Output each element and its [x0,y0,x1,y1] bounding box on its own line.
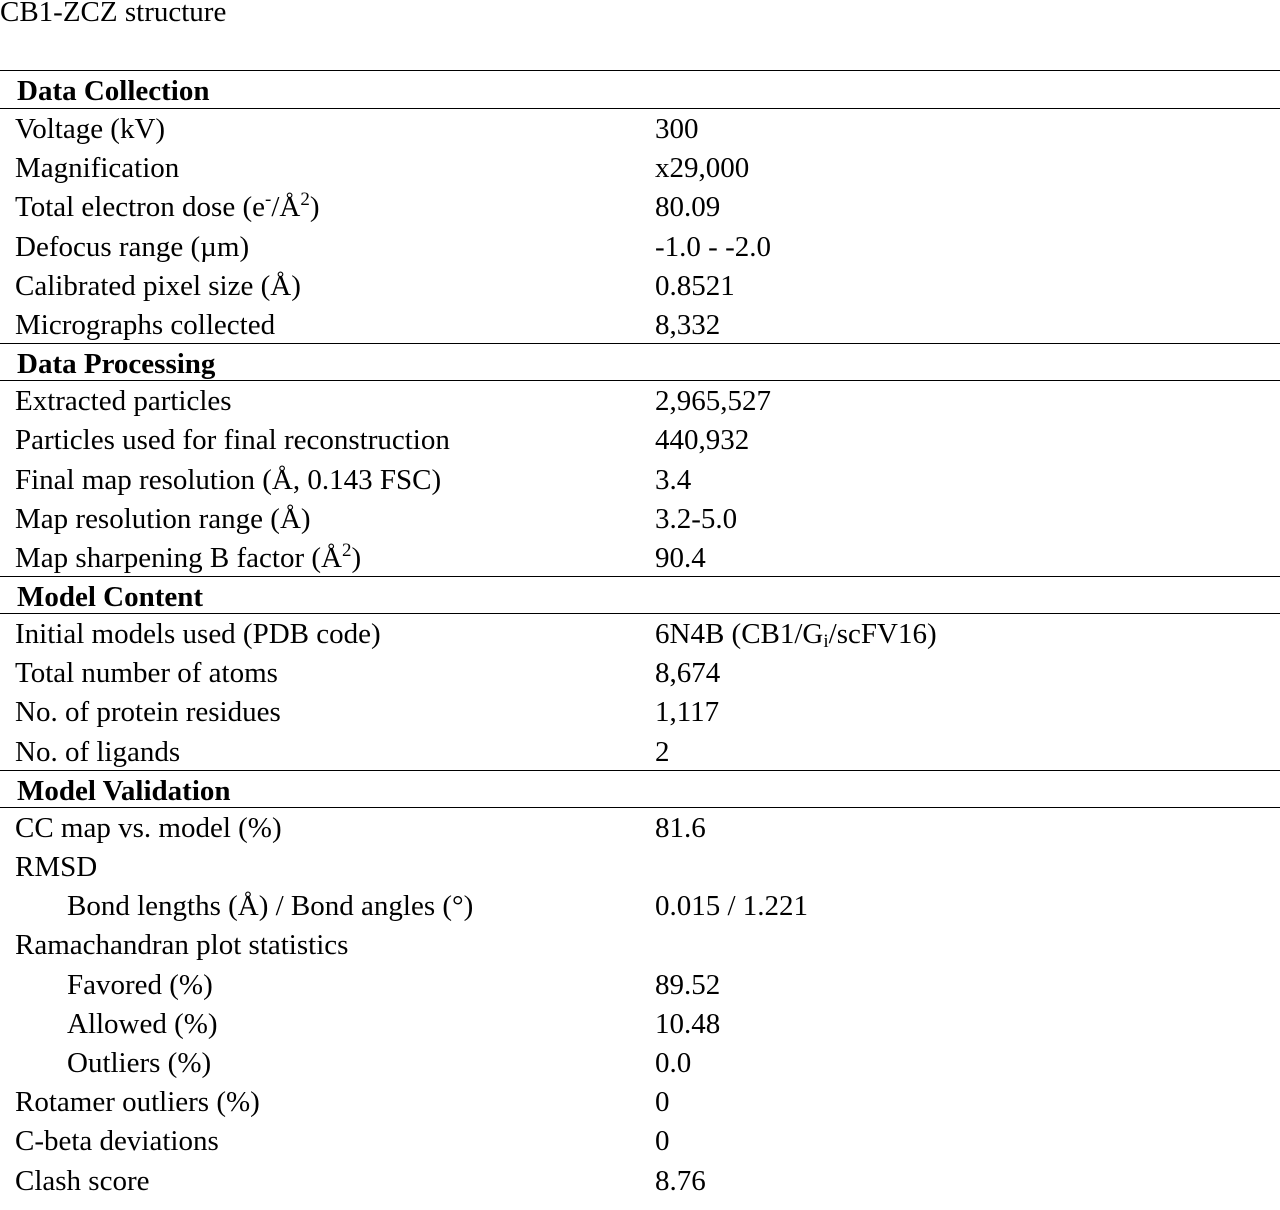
row-value: 2 [655,735,670,768]
row-label: Magnification [15,152,180,185]
row-label: Particles used for final reconstruction [15,424,450,457]
row-label: Calibrated pixel size (Å) [15,269,301,302]
table-row-ramachandran [0,925,1280,964]
row-value: 10.48 [655,1007,721,1040]
row-value: 1,117 [655,696,720,729]
table-row-allowed [0,1004,1280,1043]
structure-statistics-table [0,70,1280,1200]
row-value: 80.09 [655,191,721,224]
row-label: Initial models used (PDB code) [15,618,381,651]
row-label: Bond lengths (Å) / Bond angles (°) [67,890,474,923]
row-label: Total number of atoms [15,657,278,690]
table-row-protein-residues [0,692,1280,731]
row-label: Rotamer outliers (%) [15,1086,260,1119]
row-label: No. of protein residues [15,696,281,729]
row-value: 90.4 [655,541,706,574]
table-row-final-map-resolution [0,460,1280,499]
row-value: x29,000 [655,152,750,185]
table-row-outliers [0,1043,1280,1082]
row-label: Final map resolution (Å, 0.143 FSC) [15,463,442,496]
table-row-bond-lengths-angles [0,886,1280,925]
section-header-model-validation: Model Validation [0,770,1280,808]
section-header-data-processing: Data Processing [0,343,1280,381]
row-label: Map sharpening B factor $(Å^2)$ [15,539,362,574]
table-row-favored [0,965,1280,1004]
table-row-initial-models [0,614,1280,653]
row-value: 3.4 [655,463,692,496]
table-row-clash-score [0,1161,1280,1200]
row-label: CC map vs. model (%) [15,811,282,844]
table-row-calibrated-pixel-size [0,266,1280,305]
table-row-rotamer-outliers [0,1082,1280,1121]
row-label: Voltage (kV) [15,113,166,145]
row-value: 6N4B $(CB1/G_i/scFV16)$ [655,618,937,653]
row-label: Extracted particles [15,385,232,418]
table-row-magnification [0,148,1280,187]
row-label: Map resolution range (Å) [15,502,311,535]
table-row-total-electron-dose [0,187,1280,226]
table-row-extracted-particles [0,381,1280,420]
row-label: Ramachandran plot statistics [15,929,349,962]
row-label: Defocus range (µm) [15,230,250,263]
row-value: 0 [655,1086,670,1119]
row-label: Total electron dose $(e^-/Å^2)$ [15,189,320,224]
table-row-particles-used [0,420,1280,459]
row-value: 0 [655,1125,670,1158]
row-value: 8,674 [655,657,721,690]
row-value: 2,965,527 [655,385,771,418]
row-value: 300 [655,113,699,145]
row-value: 3.2-5.0 [655,502,738,535]
table-row-cc-map-vs-model [0,808,1280,847]
table-caption: CB1-ZCZ structure [0,0,227,28]
row-label: C-beta deviations [15,1125,219,1158]
row-label: Favored (%) [67,968,213,1001]
row-label: Clash score [15,1164,150,1197]
table-row-map-sharpening-b-factor [0,538,1280,577]
row-value: 0.0 [655,1046,692,1079]
row-value: -1.0 - -2.0 [655,230,771,263]
table-row-ligands [0,732,1280,771]
table-row-c-beta-deviations [0,1121,1280,1160]
table-row-defocus-range [0,227,1280,266]
row-value: 89.52 [655,968,721,1001]
table-row-map-resolution-range [0,499,1280,538]
table-row-voltage [0,109,1280,148]
row-value: 8.76 [655,1164,706,1197]
row-value: 440,932 [655,424,750,457]
row-value: 0.8521 [655,269,735,302]
row-value: 81.6 [655,811,706,844]
row-label: RMSD [15,851,98,883]
section-header-data-collection: Data Collection [0,71,1280,109]
row-label: Outliers (%) [67,1046,212,1079]
section-header-model-content: Model Content [0,576,1280,614]
row-label: No. of ligands [15,735,181,768]
row-label: Allowed (%) [67,1007,218,1040]
table-row-total-atoms [0,653,1280,692]
row-label: Micrographs collected [15,308,276,341]
row-value: 8,332 [655,308,721,341]
row-value: 0.015 / 1.221 [655,890,809,923]
table-row-micrographs-collected [0,305,1280,344]
table-row-rmsd [0,847,1280,886]
